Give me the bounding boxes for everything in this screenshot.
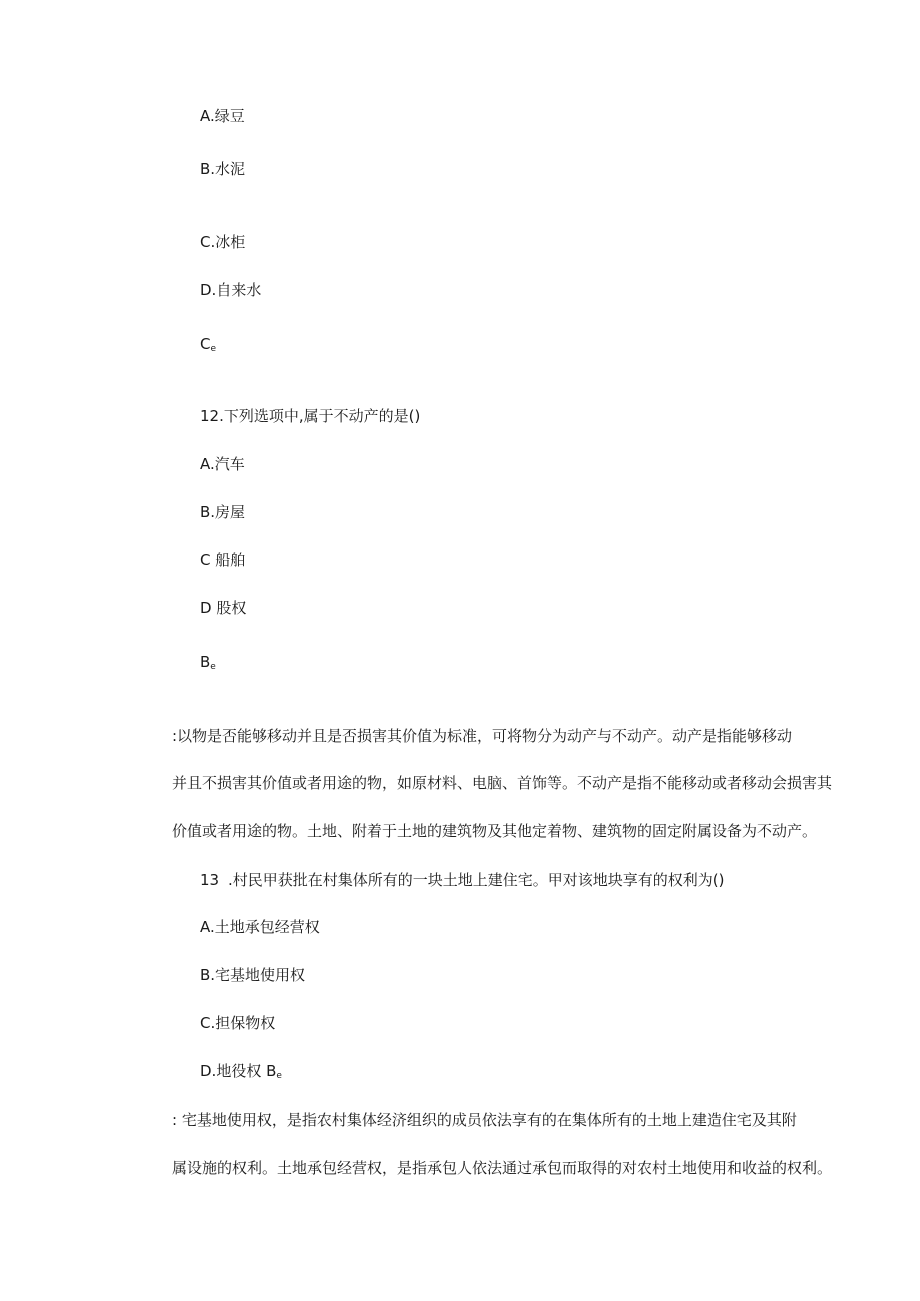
q13-option-d-and-answer	[200, 1061, 282, 1086]
q12-question: 12.下列选项中,属于不动产的是()	[200, 407, 421, 425]
q13-answer-letter: B	[266, 1062, 277, 1080]
q12-option-d: D 股权	[200, 599, 247, 617]
q11-answer	[200, 334, 216, 359]
q11-option-d: D.自来水	[200, 281, 262, 299]
q13-answer-mark: e	[276, 1071, 282, 1081]
q11-answer-mark: e	[210, 344, 217, 354]
q13-question	[200, 870, 724, 890]
q12-option-c: C 船舶	[200, 551, 246, 569]
q11-answer-letter: C	[200, 335, 211, 353]
q13-option-b: B.宅基地使用权	[200, 966, 306, 984]
q13-option-c: C.担保物权	[200, 1014, 276, 1032]
q11-option-b: B.水泥	[200, 160, 246, 178]
q12-answer-letter: B	[200, 653, 211, 671]
q12-explanation-line-1: :以物是否能够移动并且是否损害其价值为标准，可将物分为动产与不动产。动产是指能够移动	[172, 727, 793, 745]
q12-answer-mark: e	[210, 662, 216, 672]
q12-option-a: A.汽车	[200, 455, 245, 473]
q13-option-d: D.地役权	[200, 1062, 262, 1080]
q11-option-c: C.冰柜	[200, 233, 246, 251]
q13-question-text: .村民甲获批在村集体所有的一块土地上建住宅。甲对该地块享有的权利为()	[228, 871, 725, 889]
q12-explanation-line-2: 并且不损害其价值或者用途的物，如原材料、电脑、首饰等。不动产是指不能移动或者移动会损害其	[172, 774, 833, 792]
q13-explanation-line-1: : 宅基地使用权，是指农村集体经济组织的成员依法享有的在集体所有的土地上建造住宅及其附	[172, 1111, 797, 1129]
q13-number: 13	[200, 871, 220, 889]
q12-answer	[200, 652, 216, 677]
q12-explanation-line-3: 价值或者用途的物。土地、附着于土地的建筑物及其他定着物、建筑物的固定附属设备为不动产。	[172, 822, 818, 840]
q13-explanation-line-2: 属设施的权利。土地承包经营权，是指承包人依法通过承包而取得的对农村土地使用和收益的权利。	[172, 1159, 833, 1177]
q13-option-a: A.土地承包经营权	[200, 918, 320, 936]
q11-option-a: A.绿豆	[200, 107, 245, 125]
q12-option-b: B.房屋	[200, 503, 246, 521]
